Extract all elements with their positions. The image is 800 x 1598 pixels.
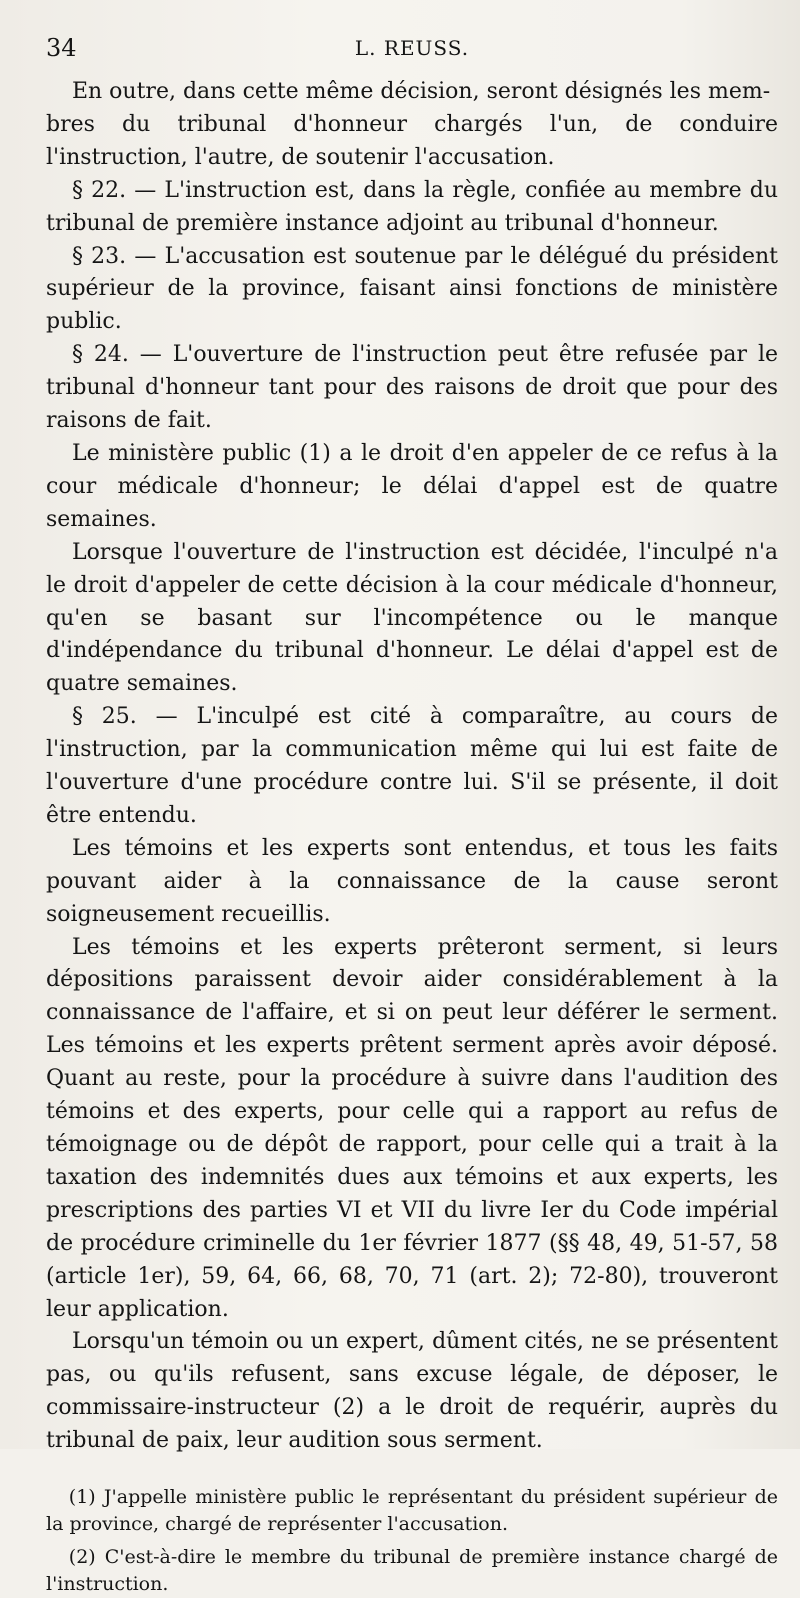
page-number: 34 <box>46 34 77 62</box>
paragraph-opening <box>46 76 778 109</box>
paragraph-opening-line: En outre, dans cette même décision, seront désignés les mem- <box>71 79 771 104</box>
paragraph-section-23: § 23. — L'accusation est soutenue par le délégué du président supérieur de la province, faisant ainsi fonctions de ministère public. <box>46 243 778 335</box>
paragraph-witnesses: Les témoins et les experts sont entendus, et tous les faits pouvant aider à la connaissance de la cause seront soigneusement recueillis. <box>46 835 778 927</box>
paragraph-section-22: § 22. — L'instruction est, dans la règle, confiée au membre du tribunal de première instance adjoint au tribunal d'honneur. <box>46 177 778 236</box>
running-title: L. REUSS. <box>354 36 470 60</box>
footnote-2: (2) C'est-à-dire le membre du tribunal de première instance chargé de l'instruction. <box>46 1546 778 1596</box>
paragraph-continuation: bres du tribunal d'honneur chargés l'un, de conduire l'instruction, l'autre, de soutenir l'accusation. <box>46 111 778 170</box>
running-head <box>46 30 778 66</box>
paragraph-section-24: § 24. — L'ouverture de l'instruction peut être refusée par le tribunal d'honneur tant pour des raisons de droit que pour des raisons de fait. <box>46 342 778 434</box>
paragraph-appeal-accused: Lorsque l'ouverture de l'instruction est décidée, l'inculpé n'a le droit d'appeler de cette décision à la cour médicale d'honneur, qu'en se basant sur l'incompétence ou le manque d'indépendance du tribunal d'honneur. Le délai d'appel est de quatre semaines. <box>46 539 778 697</box>
body-text <box>46 76 778 1458</box>
paragraph-absent-witness: Lorsqu'un témoin ou un expert, dûment cités, ne se présentent pas, ou qu'ils refusent, sans excuse légale, de déposer, le commissaire-instructeur (2) a le droit de requérir, auprès du tribunal de paix, leur audition sous serment. <box>46 1329 778 1454</box>
paragraph-oath: Les témoins et les experts prêteront serment, si leurs dépositions paraissent devoir aider considérablement à la connaissance de l'affaire, et si on peut leur déférer le serment. Les témoins et les experts prêtent serment après avoir déposé. Quant au reste, pour la procédure à suivre dans l'audition des témoins et des experts, pour celle qui a rapport au refus de témoignage ou de dépôt de rapport, pour celle qui a trait à la taxation des indemnités dues aux témoins et aux experts, les prescriptions des parties VI et VII du livre Ier du Code impérial de procédure criminelle du 1er février 1877 (§§ 48, 49, 51-57, 58 (article 1er), 59, 64, 66, 68, 70, 71 (art. 2); 72-80), trouveront leur application. <box>46 934 778 1322</box>
footnote-1: (1) J'appelle ministère public le représentant du président supérieur de la province, chargé de représenter l'accusation. <box>46 1486 778 1536</box>
paragraph-appeal-ministry: Le ministère public (1) a le droit d'en appeler de ce refus à la cour médicale d'honneur; le délai d'appel est de quatre semaines. <box>46 440 778 532</box>
paragraph-section-25: § 25. — L'inculpé est cité à comparaître, au cours de l'instruction, par la communication même qui lui est faite de l'ouverture d'une procédure contre lui. S'il se présente, il doit être entendu. <box>46 704 778 828</box>
footnotes <box>46 1484 778 1598</box>
